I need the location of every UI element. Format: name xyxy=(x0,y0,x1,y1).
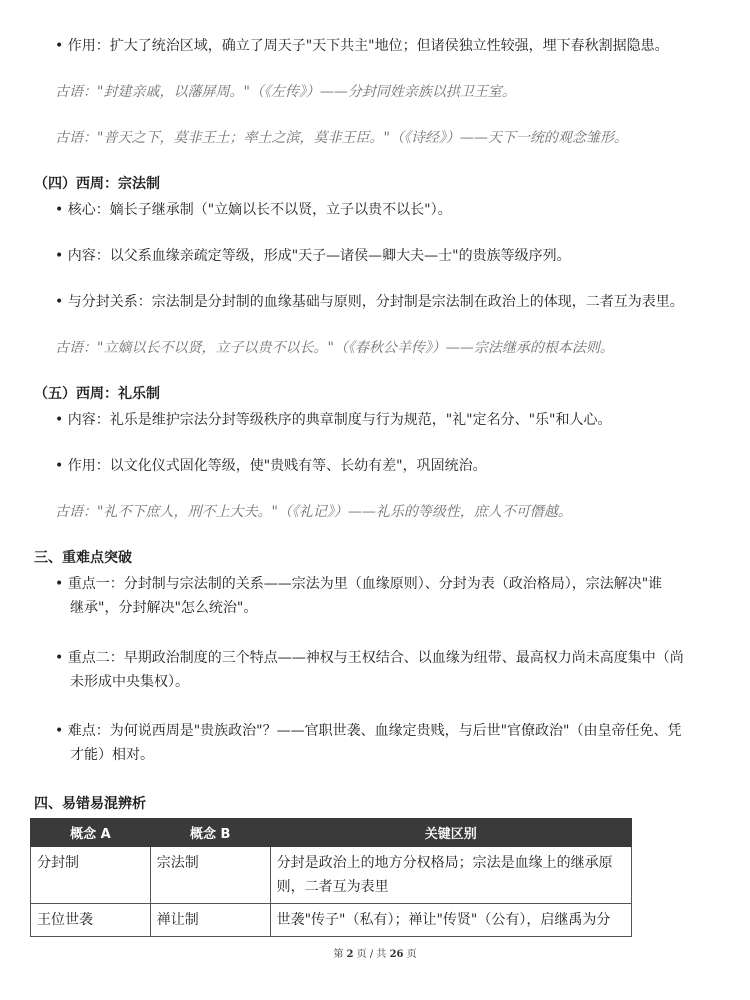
text-line: • 难点：为何说西周是"贵族政治"？——官职世袭、血缘定贵贱，与后世"官僚政治"（由皇帝任免、凭 xyxy=(55,723,682,739)
table-cell xyxy=(270,847,631,904)
table-row xyxy=(31,847,632,904)
page-footer xyxy=(0,945,750,960)
text-line: • 作用：扩大了统治区域，确立了周天子"天下共主"地位；但诸侯独立性较强，埋下春秋割据隐患。 xyxy=(55,38,669,54)
text-line: 继承"，分封解决"怎么统治"。 xyxy=(70,600,258,616)
text-line: • 与分封关系：宗法制是分封制的血缘基础与原则，分封制是宗法制在政治上的体现，二者互为表里。 xyxy=(55,294,684,310)
text-line: • 内容：以父系血缘亲疏定等级，形成"天子—诸侯—卿大夫—士"的贵族等级序列。 xyxy=(55,248,571,264)
text-line: 未形成中央集权）。 xyxy=(70,674,189,690)
cell-line: 分封是政治上的地方分权格局；宗法是血缘上的继承原 xyxy=(276,855,613,871)
table-cell xyxy=(270,904,631,937)
cell-line: 世袭"传子"（私有）；禅让"传贤"（公有），启继禹为分 xyxy=(276,912,611,928)
column-header: 概念 B xyxy=(150,819,270,847)
table-cell: 禅让制 xyxy=(150,904,270,937)
footer-suffix: 页 xyxy=(406,949,417,960)
table-cell: 宗法制 xyxy=(150,847,270,904)
section-heading: （五）西周：礼乐制 xyxy=(34,386,160,402)
text-line: 才能）相对。 xyxy=(70,747,154,763)
quote-line: 古语："礼不下庶人，刑不上大夫。"（《礼记》）——礼乐的等级性，庶人不可僭越。 xyxy=(55,504,572,520)
table-row xyxy=(31,904,632,937)
text-line: • 内容：礼乐是维护宗法分封等级秩序的典章制度与行为规范，"礼"定名分、"乐"和人心。 xyxy=(55,412,612,428)
footer-middle: 页 / 共 xyxy=(356,949,387,960)
quote-line: 古语："封建亲戚，以藩屏周。"（《左传》）——分封同姓亲族以拱卫王室。 xyxy=(55,84,516,100)
quote-line: 古语："立嫡以长不以贤，立子以贵不以长。"（《春秋公羊传》）——宗法继承的根本法则。 xyxy=(55,340,614,356)
section-heading: 四、易错易混辨析 xyxy=(34,796,146,812)
column-header: 概念 A xyxy=(31,819,151,847)
text-line: • 核心：嫡长子继承制（"立嫡以长不以贤，立子以贵不以长"）。 xyxy=(55,202,452,218)
comparison-table xyxy=(30,818,632,937)
text-line: • 重点一：分封制与宗法制的关系——宗法为里（血缘原则）、分封为表（政治格局），宗法解决"谁 xyxy=(55,576,663,592)
cell-line: 则，二者互为表里 xyxy=(276,879,389,895)
quote-line: 古语："普天之下，莫非王土；率土之滨，莫非王臣。"（《诗经》）——天下一统的观念雏形。 xyxy=(55,130,628,146)
footer-prefix: 第 xyxy=(333,949,344,960)
section-heading: （四）西周：宗法制 xyxy=(34,176,160,192)
section-heading: 三、重难点突破 xyxy=(34,550,132,566)
table-cell: 王位世袭 xyxy=(31,904,151,937)
table-cell: 分封制 xyxy=(31,847,151,904)
table-header-row xyxy=(31,819,632,847)
column-header: 关键区别 xyxy=(270,819,631,847)
text-line: • 作用：以文化仪式固化等级，使"贵贱有等、长幼有差"，巩固统治。 xyxy=(55,458,487,474)
text-line: • 重点二：早期政治制度的三个特点——神权与王权结合、以血缘为纽带、最高权力尚未高度集中（尚 xyxy=(55,650,684,666)
current-page-number: 2 xyxy=(346,949,354,960)
total-pages-number: 26 xyxy=(389,949,404,960)
